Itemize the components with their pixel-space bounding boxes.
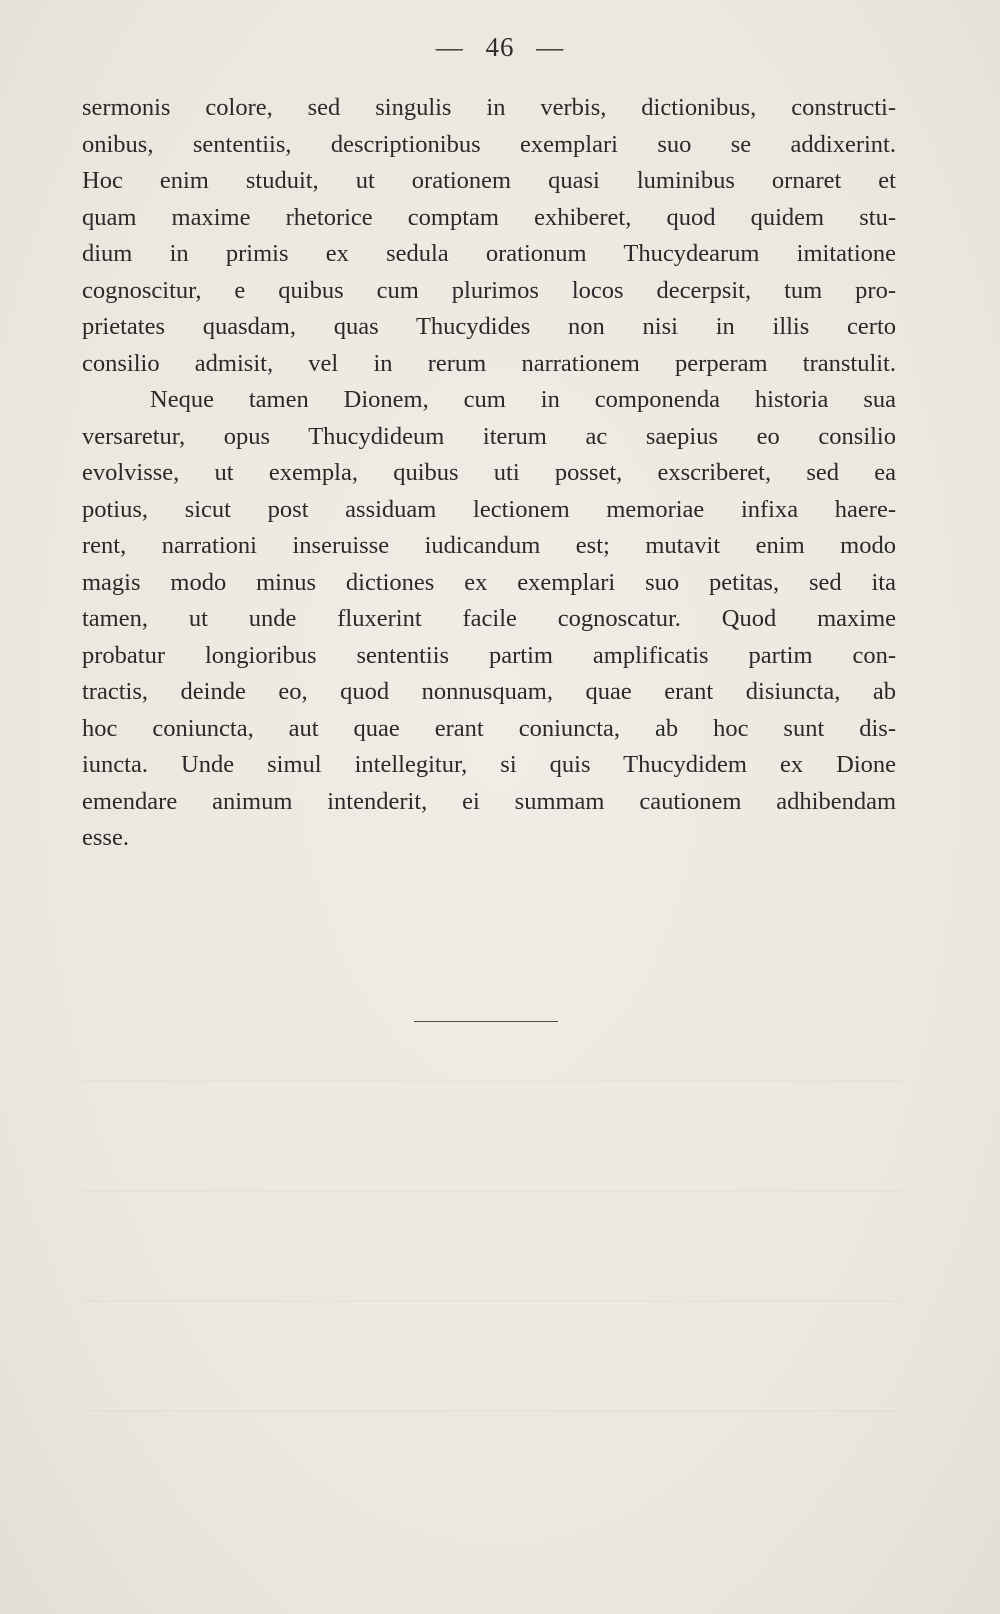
text-line: rent, narrationi inseruisse iudicandum est; mutavit enim modo (82, 532, 896, 559)
text-line: probatur longioribus sententiis partim amplificatis partim con- (82, 641, 896, 669)
show-through-shadow (82, 1080, 902, 1082)
text-line: evolvisse, ut exempla, quibus uti posset, exscriberet, sed ea (82, 459, 896, 486)
text-line: onibus, sententiis, descriptionibus exemplari suo se addixerint. (82, 130, 896, 158)
text-line: magis modo minus dictiones ex exemplari suo petitas, sed ita (82, 568, 896, 596)
text-line: Hoc enim studuit, ut orationem quasi luminibus ornaret et (82, 167, 896, 194)
text-line: iuncta. Unde simul intellegitur, si quis Thucydidem ex Dione (82, 751, 896, 778)
body-text (82, 90, 896, 857)
text-line: consilio admisit, vel in rerum narrationem perperam transtulit. (82, 349, 896, 377)
show-through-shadow (82, 1410, 902, 1412)
page-number-dash-left: — (435, 32, 464, 62)
text-line: cognoscitur, e quibus cum plurimos locos decerpsit, tum pro- (82, 276, 896, 304)
show-through-shadow (82, 1300, 902, 1302)
text-line: tamen, ut unde fluxerint facile cognoscatur. Quod maxime (82, 605, 896, 632)
text-line: emendare animum intenderit, ei summam cautionem adhibendam (82, 787, 896, 815)
text-line: potius, sicut post assiduam lectionem memoriae infixa haere- (82, 495, 896, 523)
text-line: tractis, deinde eo, quod nonnusquam, quae erant disiuncta, ab (82, 678, 896, 705)
section-divider-rule (414, 1021, 558, 1022)
text-line: dium in primis ex sedula orationum Thucydearum imitatione (82, 240, 896, 267)
text-line-paragraph-end: esse. (82, 824, 129, 851)
text-line-paragraph-start: Neque tamen Dionem, cum in componenda historia sua (150, 386, 896, 413)
text-line: sermonis colore, sed singulis in verbis, dictionibus, constructi- (82, 94, 896, 121)
text-line: hoc coniuncta, aut quae erant coniuncta, ab hoc sunt dis- (82, 714, 896, 742)
page-number: 46 (485, 32, 515, 62)
text-line: quam maxime rhetorice comptam exhiberet, quod quidem stu- (82, 203, 896, 231)
show-through-shadow (82, 1190, 902, 1192)
page-number-header (0, 32, 1000, 63)
page-number-dash-right: — (536, 32, 565, 62)
text-line: prietates quasdam, quas Thucydides non nisi in illis certo (82, 313, 896, 340)
text-line: versaretur, opus Thucydideum iterum ac saepius eo consilio (82, 422, 896, 450)
